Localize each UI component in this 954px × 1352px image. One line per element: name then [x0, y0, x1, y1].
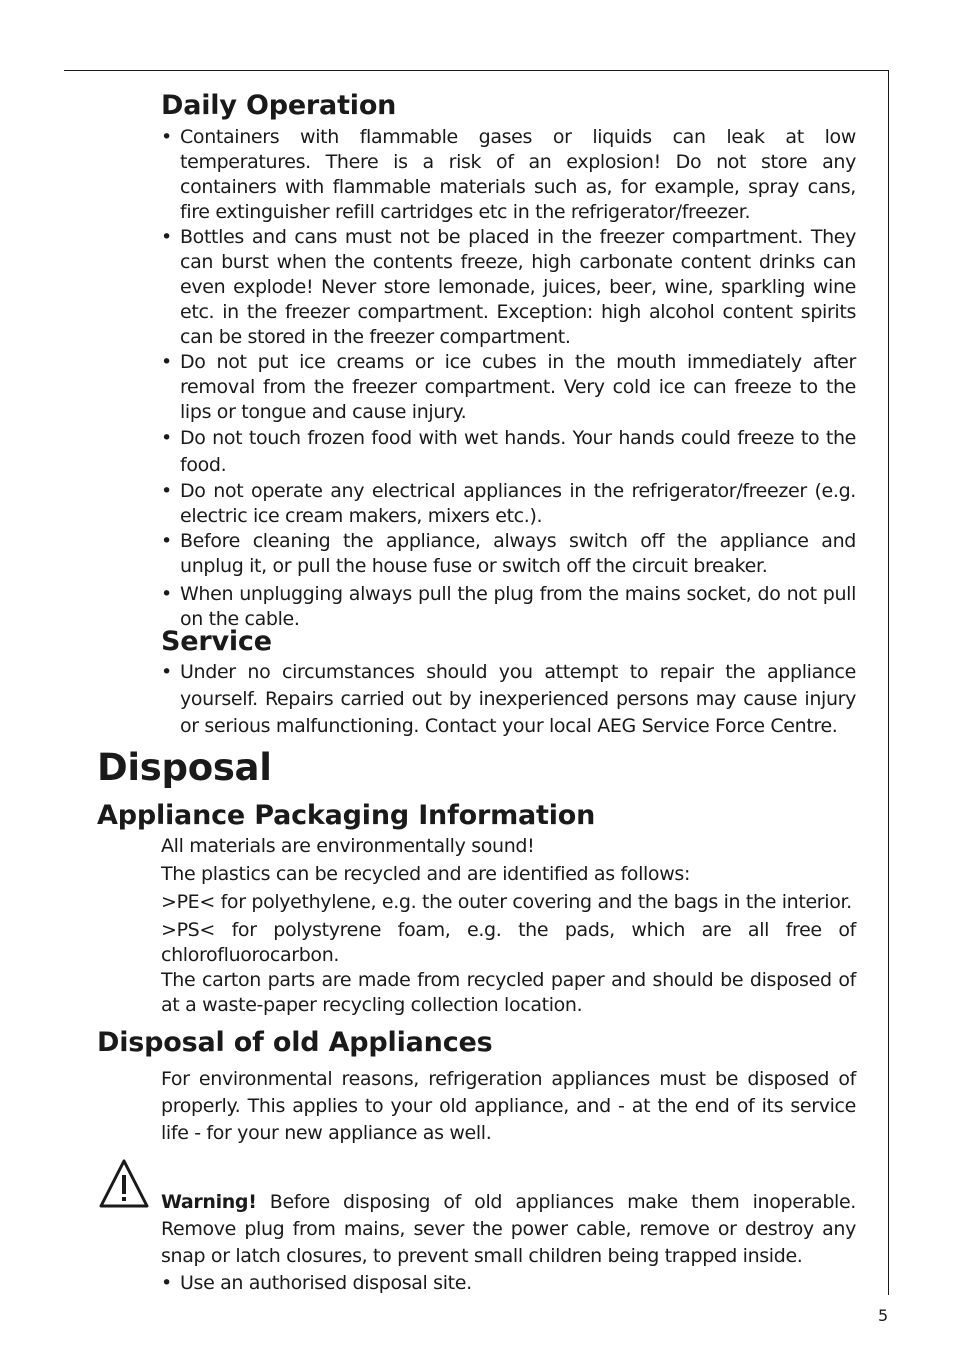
warning-icon	[98, 1158, 150, 1210]
list-item: • Before cleaning the appliance, always switch off the appliance and unplug it, or pull the house fuse or switch off the circuit breaker.	[161, 530, 856, 577]
service-section	[161, 626, 856, 740]
list-item: • Do not touch frozen food with wet hands. Your hands could freeze to the food.	[161, 427, 856, 476]
warning-block	[161, 1189, 856, 1297]
list-item: • Do not operate any electrical appliances in the refrigerator/freezer (e.g. electric ice cream makers, mixers etc.).	[161, 480, 856, 527]
right-rule	[888, 70, 889, 1295]
page-number: 5	[878, 1306, 889, 1325]
list-item: • Under no circumstances should you attempt to repair the appliance yourself. Repairs carried out by inexperienced persons may cause injury or serious malfunctioning. Contact your local AEG Service Force Centre.	[161, 661, 856, 737]
list-item: • Do not put ice creams or ice cubes in the mouth immediately after removal from the freezer compartment. Very cold ice can freeze to the lips or tongue and cause injury.	[161, 351, 856, 423]
service-heading: Service	[161, 626, 272, 657]
list-item: • When unplugging always pull the plug from the mains socket, do not pull on the cable.	[161, 583, 856, 630]
packaging-line: The carton parts are made from recycled paper and should be disposed of at a waste-paper recycling collection location.	[161, 969, 856, 1016]
list-item: • Use an authorised disposal site.	[161, 1272, 472, 1294]
packaging-line: >PE< for polyethylene, e.g. the outer covering and the bags in the interior.	[161, 891, 852, 913]
disposal-list	[161, 1270, 856, 1297]
warning-text: Before disposing of old appliances make them inoperable. Remove plug from mains, sever the power cable, remove or destroy any snap or latch closures, to prevent small children being trapped inside.	[161, 1191, 856, 1267]
old-appliances-intro: For environmental reasons, refrigeration appliances must be disposed of properly. This applies to your old appliance, and - at the end of its service life - for your new appliance as well.	[161, 1068, 856, 1144]
packaging-line: >PS< for polystyrene foam, e.g. the pads, which are all free of chlorofluorocarbon.	[161, 919, 856, 966]
warning-label: Warning!	[161, 1191, 257, 1213]
list-item: • Bottles and cans must not be placed in the freezer compartment. They can burst when the contents freeze, high carbonate content drinks can even explode! Never store lemonade, juices, beer, wine, sparkling wine etc. in the freezer compartment. Exception: high alcohol content spirits can be stored in the freezer compartment.	[161, 226, 856, 348]
packaging-text	[161, 834, 856, 1018]
list-item: • Containers with flammable gases or liquids can leak at low temperatures. There is a risk of an explosion! Do not store any containers with flammable materials such as, for example, spray cans, fire extinguisher refill cartridges etc in the refrigerator/freezer.	[161, 126, 856, 223]
daily-operation-heading: Daily Operation	[161, 90, 397, 121]
warning-paragraph	[161, 1189, 856, 1270]
daily-operation-section	[161, 90, 856, 632]
packaging-heading: Appliance Packaging Information	[97, 800, 596, 831]
service-list	[161, 659, 856, 740]
packaging-line: All materials are environmentally sound!	[161, 835, 535, 857]
daily-operation-list	[161, 125, 856, 632]
top-rule	[64, 70, 889, 71]
old-appliances-text	[161, 1066, 856, 1147]
disposal-title: Disposal	[97, 746, 272, 789]
old-appliances-heading: Disposal of old Appliances	[97, 1027, 493, 1058]
packaging-line: The plastics can be recycled and are identified as follows:	[161, 863, 690, 885]
